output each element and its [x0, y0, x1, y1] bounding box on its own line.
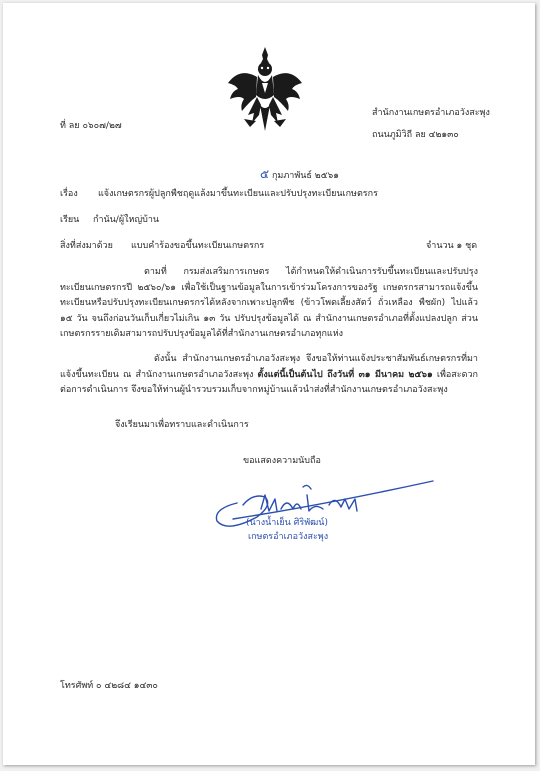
- recipient-label: เรียน: [60, 215, 80, 225]
- date-day-handwritten: ๕: [260, 167, 270, 181]
- date-month-year: กุมภาพันธ์ ๒๕๖๑: [271, 171, 339, 181]
- enclosure-label: สิ่งที่ส่งมาด้วย: [60, 241, 113, 251]
- office-address: ถนนภูมิวิถี ลย ๔๒๑๓๐: [372, 130, 459, 140]
- enclosure-amount: จำนวน ๑ ชุด: [426, 241, 478, 251]
- office-name: สำนักงานเกษตรอำเภอวังสะพุง: [372, 108, 490, 118]
- garuda-emblem-icon: [226, 45, 304, 133]
- paragraph-2-intro: ดังนั้น สำนักงานเกษตรอำเภอวังสะพุง จึงขอให้ท่านแจ้งประชาสัมพันธ์เกษตรกรที่มาแจ้งขึ้นทะเบียน ณ สำนักงานเกษตรอำเภอวังสะพุง: [60, 354, 478, 380]
- body-paragraph-2: [60, 352, 478, 399]
- subject-text: แจ้งเกษตรกรผู้ปลูกพืชฤดูแล้งมาขึ้นทะเบียนและปรับปรุงทะเบียนเกษตรกร: [98, 189, 378, 199]
- document-date: [260, 168, 339, 182]
- body-paragraph-3: จึงเรียนมาเพื่อทราบและดำเนินการ: [115, 420, 249, 430]
- recipient-text: กำนัน/ผู้ใหญ่บ้าน: [93, 215, 160, 225]
- signatory-name: (นางน้ำเย็น ศิริพัฒน์): [246, 518, 328, 528]
- paragraph-2-closing: เพื่อสะดวกต่อการดำเนินการ จึงขอให้ท่านผู้นำรวบรวมเก็บจากหมู่บ้านแล้วนำส่งที่สำนักงานเกษตรอำเภอวังสะพุง: [60, 369, 478, 395]
- subject-label: เรื่อง: [60, 189, 78, 199]
- document-number: ที่ ลย ๐๖๐๗/๒๗: [60, 121, 122, 131]
- enclosure-text: แบบคำร้องขอขึ้นทะเบียนเกษตรกร: [131, 241, 265, 251]
- body-paragraph-1: ตามที่ กรมส่งเสริมการเกษตร ได้กำหนดให้ดำเนินการรับขึ้นทะเบียนและปรับปรุงทะเบียนเกษตรกรปี ๒๕๖๐/๖๑ เพื่อใช้เป็นฐานข้อมูลในการเข้าร่วมโครงการของรัฐ เกษตรกรสามารถแจ้งขึ้นทะเบียนหรือปรับปรุงทะเบียนเกษตรกรได้หลังจากเพาะปลูกพืช (ข้าวโพดเลี้ยงสัตว์ ถั่วเหลือง พืชผัก) ไปแล้ว ๑๕ วัน จนถึงก่อนวันเก็บเกี่ยวไม่เกิน ๑๓ วัน ปรับปรุงข้อมูลได้ ณ สำนักงานเกษตรอำเภอที่ตั้งแปลงปลูก ส่วนเกษตรกรรายเดิมสามารถปรับปรุงข้อมูลได้ที่สำนักงานเกษตรอำเภอทุกแห่ง: [60, 267, 478, 339]
- footer-phone: โทรศัพท์ ๐ ๔๒๘๔ ๑๔๓๐: [60, 681, 158, 691]
- document-page: [3, 3, 535, 765]
- paragraph-2-deadline: ตั้งแต่นี้เป็นต้นไป ถึงวันที่ ๓๑ มีนาคม ๒๕๖๑: [257, 369, 433, 380]
- closing-salutation: ขอแสดงความนับถือ: [243, 456, 321, 466]
- signatory-position: เกษตรอำเภอวังสะพุง: [248, 532, 329, 542]
